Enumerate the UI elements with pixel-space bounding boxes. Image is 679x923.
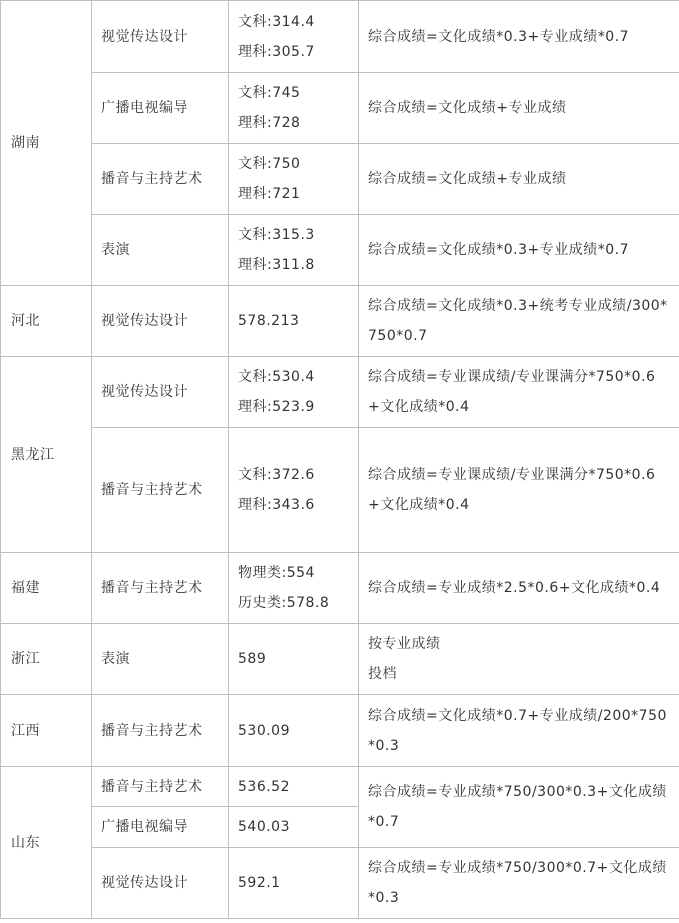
score-line: 物理类:554	[238, 565, 315, 581]
score-line: 理科:721	[238, 186, 301, 202]
score-cell	[229, 144, 359, 215]
score-line: 理科:305.7	[238, 43, 315, 60]
table-row	[1, 767, 679, 807]
major-cell: 视觉传达设计	[92, 286, 229, 357]
major-cell: 播音与主持艺术	[92, 428, 229, 553]
table-row	[1, 553, 679, 624]
score-line: 理科:728	[238, 115, 301, 131]
score-cell	[229, 215, 359, 286]
table-row	[1, 144, 679, 215]
score-line: 理科:343.6	[238, 497, 315, 513]
score-cell	[229, 357, 359, 428]
province-cell: 福建	[1, 553, 92, 624]
major-cell: 表演	[92, 624, 229, 695]
formula-line: 投档	[368, 666, 397, 682]
score-cell: 592.1	[229, 848, 359, 919]
formula-cell: 综合成绩=专业成绩*750/300*0.7+文化成绩*0.3	[359, 848, 679, 919]
table-row	[1, 848, 679, 919]
formula-cell: 综合成绩=文化成绩+专业成绩	[359, 73, 679, 144]
province-cell: 山东	[1, 767, 92, 919]
major-cell: 播音与主持艺术	[92, 695, 229, 767]
table-row	[1, 428, 679, 553]
formula-cell: 综合成绩=文化成绩*0.7+专业成绩/200*750*0.3	[359, 695, 679, 767]
score-line: 文科:314.4	[238, 13, 315, 30]
major-cell: 广播电视编导	[92, 807, 229, 848]
formula-cell: 综合成绩=专业课成绩/专业课满分*750*0.6+文化成绩*0.4	[359, 357, 679, 428]
score-cell	[229, 73, 359, 144]
score-line: 文科:745	[238, 85, 301, 101]
score-line: 文科:372.6	[238, 467, 315, 483]
score-cell	[229, 428, 359, 553]
score-cell: 536.52	[229, 767, 359, 807]
province-cell: 河北	[1, 286, 92, 357]
score-cell	[229, 1, 359, 73]
score-line: 文科:750	[238, 156, 301, 172]
province-cell: 湖南	[1, 1, 92, 286]
formula-cell: 综合成绩=文化成绩*0.3+专业成绩*0.7	[359, 1, 679, 73]
score-line: 文科:315.3	[238, 227, 315, 243]
score-table-body	[1, 1, 679, 919]
score-line: 理科:311.8	[238, 257, 315, 273]
province-cell: 浙江	[1, 624, 92, 695]
score-line: 理科:523.9	[238, 399, 315, 415]
table-row	[1, 695, 679, 767]
formula-line: 按专业成绩	[368, 636, 441, 652]
score-cell: 530.09	[229, 695, 359, 767]
formula-cell: 综合成绩=文化成绩+专业成绩	[359, 144, 679, 215]
table-row	[1, 73, 679, 144]
score-line: 历史类:578.8	[238, 595, 330, 611]
table-row	[1, 357, 679, 428]
score-cell	[229, 553, 359, 624]
score-cell: 578.213	[229, 286, 359, 357]
major-cell: 播音与主持艺术	[92, 144, 229, 215]
score-cell: 540.03	[229, 807, 359, 848]
score-line: 文科:530.4	[238, 369, 315, 385]
formula-cell	[359, 624, 679, 695]
province-cell: 黑龙江	[1, 357, 92, 553]
table-row	[1, 286, 679, 357]
major-cell: 广播电视编导	[92, 73, 229, 144]
formula-cell: 综合成绩=文化成绩*0.3+统考专业成绩/300*750*0.7	[359, 286, 679, 357]
formula-cell: 综合成绩=专业成绩*2.5*0.6+文化成绩*0.4	[359, 553, 679, 624]
major-cell: 视觉传达设计	[92, 848, 229, 919]
major-cell: 播音与主持艺术	[92, 767, 229, 807]
major-cell: 表演	[92, 215, 229, 286]
score-cell: 589	[229, 624, 359, 695]
table-row	[1, 215, 679, 286]
formula-cell: 综合成绩=文化成绩*0.3+专业成绩*0.7	[359, 215, 679, 286]
major-cell: 视觉传达设计	[92, 357, 229, 428]
table-row	[1, 624, 679, 695]
major-cell: 视觉传达设计	[92, 1, 229, 73]
formula-cell: 综合成绩=专业课成绩/专业课满分*750*0.6+文化成绩*0.4	[359, 428, 679, 553]
table-row	[1, 1, 679, 73]
formula-cell: 综合成绩=专业成绩*750/300*0.3+文化成绩*0.7	[359, 767, 679, 848]
major-cell: 播音与主持艺术	[92, 553, 229, 624]
province-cell: 江西	[1, 695, 92, 767]
